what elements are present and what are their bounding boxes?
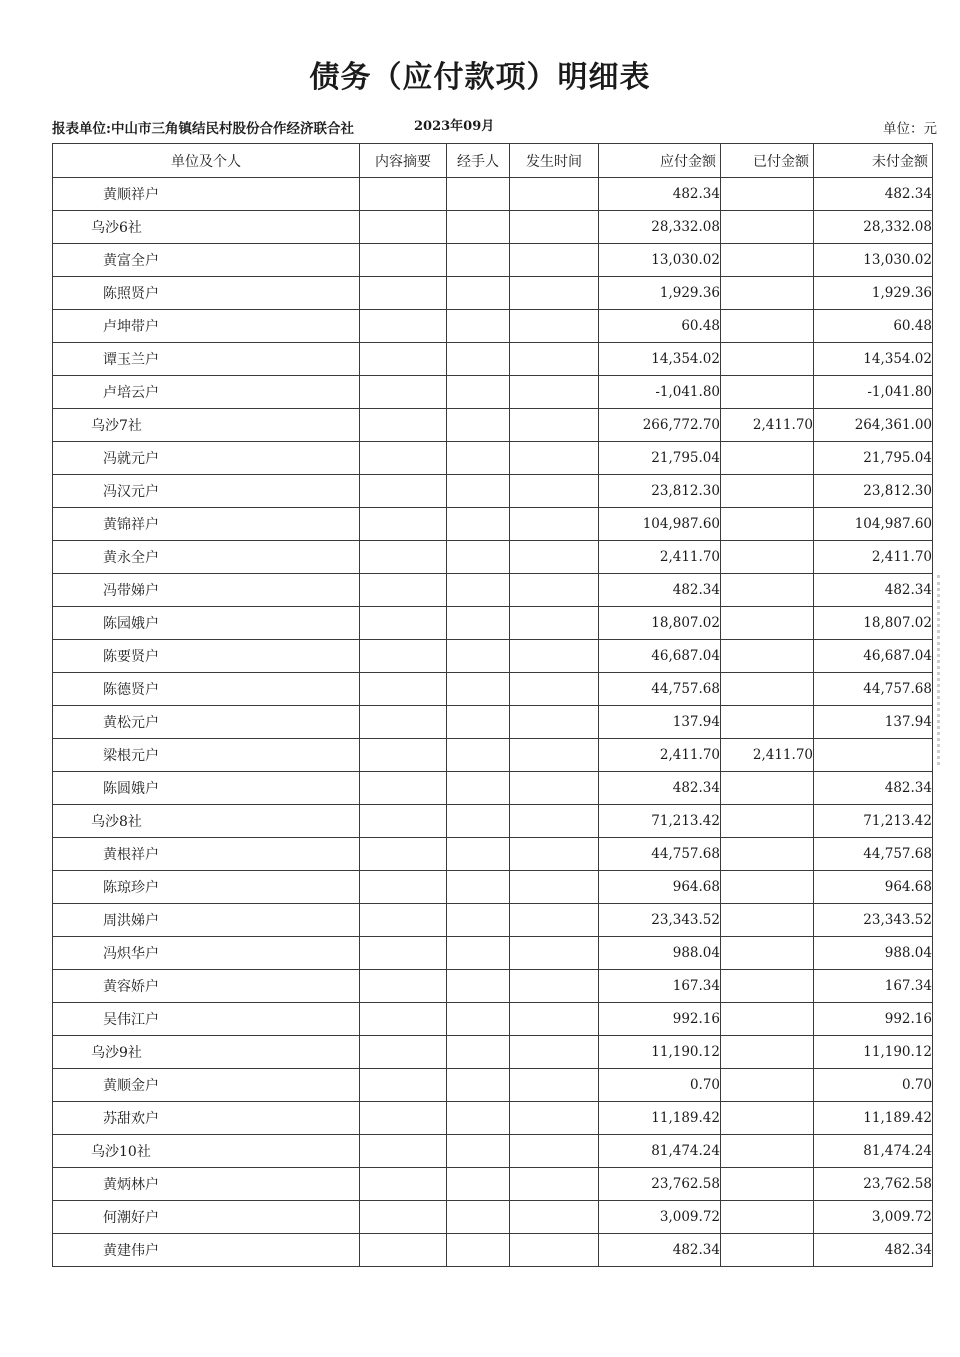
- unpaid-cell: 44,757.68: [814, 838, 933, 871]
- table-row: [53, 475, 933, 508]
- summary-cell: [360, 310, 447, 343]
- payable-cell: 266,772.70: [599, 409, 721, 442]
- col-header-unpaid: 未付金额: [814, 144, 933, 178]
- unpaid-cell: 81,474.24: [814, 1135, 933, 1168]
- handler-cell: [447, 805, 510, 838]
- paid-cell: [721, 607, 814, 640]
- col-header-entity: 单位及个人: [53, 144, 360, 178]
- handler-cell: [447, 178, 510, 211]
- unpaid-cell: 21,795.04: [814, 442, 933, 475]
- table-row: [53, 1036, 933, 1069]
- paid-cell: [721, 1069, 814, 1102]
- entity-cell: 卢培云户: [53, 376, 360, 409]
- payable-cell: 28,332.08: [599, 211, 721, 244]
- payable-cell: 137.94: [599, 706, 721, 739]
- paid-cell: [721, 871, 814, 904]
- date-cell: [510, 277, 599, 310]
- table-row: [53, 1135, 933, 1168]
- entity-cell: 陈圆娥户: [53, 772, 360, 805]
- date-cell: [510, 1036, 599, 1069]
- handler-cell: [447, 1234, 510, 1267]
- entity-cell: 黄永全户: [53, 541, 360, 574]
- handler-cell: [447, 574, 510, 607]
- table-row: [53, 838, 933, 871]
- date-cell: [510, 772, 599, 805]
- page-title: 债务（应付款项）明细表: [309, 60, 651, 95]
- unpaid-cell: 137.94: [814, 706, 933, 739]
- paid-cell: [721, 211, 814, 244]
- summary-cell: [360, 937, 447, 970]
- payable-cell: 482.34: [599, 574, 721, 607]
- handler-cell: [447, 1201, 510, 1234]
- date-cell: [510, 640, 599, 673]
- summary-cell: [360, 1135, 447, 1168]
- table-row: [53, 673, 933, 706]
- unpaid-cell: 167.34: [814, 970, 933, 1003]
- table-row: [53, 376, 933, 409]
- entity-cell: 陈琼珍户: [53, 871, 360, 904]
- unpaid-cell: 482.34: [814, 1234, 933, 1267]
- entity-cell: 乌沙6社: [53, 211, 360, 244]
- paid-cell: [721, 937, 814, 970]
- table-row: [53, 871, 933, 904]
- handler-cell: [447, 706, 510, 739]
- date-cell: [510, 211, 599, 244]
- table-row: [53, 409, 933, 442]
- entity-cell: 黄建伟户: [53, 1234, 360, 1267]
- table-row: [53, 640, 933, 673]
- handler-cell: [447, 1168, 510, 1201]
- table-row: [53, 343, 933, 376]
- table-body: [53, 178, 933, 1267]
- payable-cell: 992.16: [599, 1003, 721, 1036]
- summary-cell: [360, 805, 447, 838]
- handler-cell: [447, 1102, 510, 1135]
- unpaid-cell: 1,929.36: [814, 277, 933, 310]
- col-header-summary: 内容摘要: [360, 144, 447, 178]
- payable-cell: 167.34: [599, 970, 721, 1003]
- paid-cell: [721, 904, 814, 937]
- payable-cell: 71,213.42: [599, 805, 721, 838]
- entity-cell: 周洪娣户: [53, 904, 360, 937]
- unpaid-cell: 23,812.30: [814, 475, 933, 508]
- handler-cell: [447, 640, 510, 673]
- unpaid-cell: 964.68: [814, 871, 933, 904]
- handler-cell: [447, 1069, 510, 1102]
- payable-cell: 14,354.02: [599, 343, 721, 376]
- paid-cell: [721, 244, 814, 277]
- summary-cell: [360, 607, 447, 640]
- summary-cell: [360, 475, 447, 508]
- unpaid-cell: 2,411.70: [814, 541, 933, 574]
- payable-cell: -1,041.80: [599, 376, 721, 409]
- summary-cell: [360, 343, 447, 376]
- payable-cell: 23,812.30: [599, 475, 721, 508]
- unpaid-cell: 23,762.58: [814, 1168, 933, 1201]
- table-row: [53, 1201, 933, 1234]
- entity-cell: 谭玉兰户: [53, 343, 360, 376]
- paid-cell: [721, 1003, 814, 1036]
- handler-cell: [447, 343, 510, 376]
- unpaid-cell: 104,987.60: [814, 508, 933, 541]
- handler-cell: [447, 541, 510, 574]
- handler-cell: [447, 838, 510, 871]
- summary-cell: [360, 442, 447, 475]
- summary-cell: [360, 244, 447, 277]
- unpaid-cell: 11,190.12: [814, 1036, 933, 1069]
- summary-cell: [360, 739, 447, 772]
- summary-cell: [360, 541, 447, 574]
- payable-cell: 3,009.72: [599, 1201, 721, 1234]
- table-row: [53, 937, 933, 970]
- col-header-handler: 经手人: [447, 144, 510, 178]
- summary-cell: [360, 1201, 447, 1234]
- handler-cell: [447, 673, 510, 706]
- entity-cell: 冯炽华户: [53, 937, 360, 970]
- paid-cell: [721, 970, 814, 1003]
- summary-cell: [360, 376, 447, 409]
- summary-cell: [360, 1069, 447, 1102]
- entity-cell: 陈园娥户: [53, 607, 360, 640]
- paid-cell: 2,411.70: [721, 409, 814, 442]
- payable-cell: 0.70: [599, 1069, 721, 1102]
- unpaid-cell: 14,354.02: [814, 343, 933, 376]
- handler-cell: [447, 442, 510, 475]
- report-meta: [52, 117, 937, 137]
- entity-cell: 何潮好户: [53, 1201, 360, 1234]
- unpaid-cell: 71,213.42: [814, 805, 933, 838]
- unpaid-cell: 44,757.68: [814, 673, 933, 706]
- date-cell: [510, 1234, 599, 1267]
- date-cell: [510, 970, 599, 1003]
- handler-cell: [447, 310, 510, 343]
- paid-cell: [721, 277, 814, 310]
- summary-cell: [360, 508, 447, 541]
- payable-cell: 482.34: [599, 178, 721, 211]
- table-row: [53, 772, 933, 805]
- paid-cell: 2,411.70: [721, 739, 814, 772]
- handler-cell: [447, 871, 510, 904]
- entity-cell: 陈照贤户: [53, 277, 360, 310]
- entity-cell: 黄炳林户: [53, 1168, 360, 1201]
- date-cell: [510, 1102, 599, 1135]
- date-cell: [510, 673, 599, 706]
- table-row: [53, 706, 933, 739]
- binding-mark: [937, 575, 958, 765]
- reporting-org: 报表单位:中山市三角镇结民村股份合作经济联合社: [52, 121, 354, 137]
- summary-cell: [360, 574, 447, 607]
- entity-cell: 乌沙8社: [53, 805, 360, 838]
- table-row: [53, 1069, 933, 1102]
- date-cell: [510, 244, 599, 277]
- date-cell: [510, 475, 599, 508]
- unpaid-cell: 0.70: [814, 1069, 933, 1102]
- col-header-paid: 已付金额: [721, 144, 814, 178]
- paid-cell: [721, 1102, 814, 1135]
- paid-cell: [721, 475, 814, 508]
- summary-cell: [360, 1168, 447, 1201]
- handler-cell: [447, 772, 510, 805]
- table-row: [53, 970, 933, 1003]
- entity-cell: 黄容娇户: [53, 970, 360, 1003]
- summary-cell: [360, 211, 447, 244]
- paid-cell: [721, 376, 814, 409]
- table-row: [53, 574, 933, 607]
- date-cell: [510, 1168, 599, 1201]
- date-cell: [510, 838, 599, 871]
- payable-cell: 81,474.24: [599, 1135, 721, 1168]
- paid-cell: [721, 640, 814, 673]
- unpaid-cell: 482.34: [814, 772, 933, 805]
- paid-cell: [721, 574, 814, 607]
- payable-cell: 18,807.02: [599, 607, 721, 640]
- unpaid-cell: 11,189.42: [814, 1102, 933, 1135]
- entity-cell: 冯汉元户: [53, 475, 360, 508]
- summary-cell: [360, 178, 447, 211]
- date-cell: [510, 178, 599, 211]
- paid-cell: [721, 1036, 814, 1069]
- handler-cell: [447, 244, 510, 277]
- unpaid-cell: 28,332.08: [814, 211, 933, 244]
- unpaid-cell: 23,343.52: [814, 904, 933, 937]
- table-row: [53, 211, 933, 244]
- handler-cell: [447, 277, 510, 310]
- payable-cell: 11,190.12: [599, 1036, 721, 1069]
- entity-cell: 吴伟江户: [53, 1003, 360, 1036]
- paid-cell: [721, 706, 814, 739]
- date-cell: [510, 574, 599, 607]
- summary-cell: [360, 970, 447, 1003]
- unpaid-cell: 18,807.02: [814, 607, 933, 640]
- table-row: [53, 277, 933, 310]
- handler-cell: [447, 475, 510, 508]
- summary-cell: [360, 1234, 447, 1267]
- table-row: [53, 1168, 933, 1201]
- handler-cell: [447, 607, 510, 640]
- handler-cell: [447, 508, 510, 541]
- date-cell: [510, 1003, 599, 1036]
- payable-cell: 482.34: [599, 772, 721, 805]
- handler-cell: [447, 739, 510, 772]
- col-header-date: 发生时间: [510, 144, 599, 178]
- table-row: [53, 178, 933, 211]
- payable-cell: 2,411.70: [599, 541, 721, 574]
- date-cell: [510, 1201, 599, 1234]
- paid-cell: [721, 310, 814, 343]
- entity-cell: 冯带娣户: [53, 574, 360, 607]
- paid-cell: [721, 541, 814, 574]
- summary-cell: [360, 706, 447, 739]
- entity-cell: 陈德贤户: [53, 673, 360, 706]
- table-row: [53, 1234, 933, 1267]
- handler-cell: [447, 1003, 510, 1036]
- payable-cell: 44,757.68: [599, 673, 721, 706]
- table-row: [53, 739, 933, 772]
- entity-cell: 乌沙9社: [53, 1036, 360, 1069]
- handler-cell: [447, 409, 510, 442]
- report-period: 2023年09月: [414, 119, 495, 134]
- summary-cell: [360, 838, 447, 871]
- payable-cell: 44,757.68: [599, 838, 721, 871]
- payable-cell: 482.34: [599, 1234, 721, 1267]
- date-cell: [510, 1069, 599, 1102]
- paid-cell: [721, 178, 814, 211]
- payable-cell: 988.04: [599, 937, 721, 970]
- unpaid-cell: 988.04: [814, 937, 933, 970]
- table-row: [53, 1102, 933, 1135]
- handler-cell: [447, 211, 510, 244]
- entity-cell: 苏甜欢户: [53, 1102, 360, 1135]
- currency-unit: 单位：元: [883, 121, 937, 137]
- entity-cell: 黄顺祥户: [53, 178, 360, 211]
- table-row: [53, 508, 933, 541]
- handler-cell: [447, 904, 510, 937]
- entity-cell: 冯就元户: [53, 442, 360, 475]
- summary-cell: [360, 409, 447, 442]
- date-cell: [510, 376, 599, 409]
- date-cell: [510, 937, 599, 970]
- paid-cell: [721, 805, 814, 838]
- date-cell: [510, 343, 599, 376]
- table-row: [53, 310, 933, 343]
- date-cell: [510, 904, 599, 937]
- handler-cell: [447, 970, 510, 1003]
- unpaid-cell: 60.48: [814, 310, 933, 343]
- handler-cell: [447, 1135, 510, 1168]
- paid-cell: [721, 442, 814, 475]
- summary-cell: [360, 673, 447, 706]
- entity-cell: 梁根元户: [53, 739, 360, 772]
- paid-cell: [721, 1234, 814, 1267]
- date-cell: [510, 739, 599, 772]
- summary-cell: [360, 1036, 447, 1069]
- handler-cell: [447, 1036, 510, 1069]
- payable-cell: 60.48: [599, 310, 721, 343]
- unpaid-cell: [814, 739, 933, 772]
- payable-cell: 46,687.04: [599, 640, 721, 673]
- summary-cell: [360, 871, 447, 904]
- handler-cell: [447, 376, 510, 409]
- table-header: [53, 144, 933, 178]
- paid-cell: [721, 508, 814, 541]
- entity-cell: 黄松元户: [53, 706, 360, 739]
- summary-cell: [360, 640, 447, 673]
- table-row: [53, 244, 933, 277]
- entity-cell: 卢坤带户: [53, 310, 360, 343]
- payable-cell: 964.68: [599, 871, 721, 904]
- date-cell: [510, 442, 599, 475]
- entity-cell: 黄富全户: [53, 244, 360, 277]
- unpaid-cell: 482.34: [814, 178, 933, 211]
- entity-cell: 黄锦祥户: [53, 508, 360, 541]
- table-row: [53, 607, 933, 640]
- unpaid-cell: 3,009.72: [814, 1201, 933, 1234]
- unpaid-cell: 482.34: [814, 574, 933, 607]
- summary-cell: [360, 772, 447, 805]
- summary-cell: [360, 1003, 447, 1036]
- unpaid-cell: 264,361.00: [814, 409, 933, 442]
- table-row: [53, 805, 933, 838]
- date-cell: [510, 871, 599, 904]
- payable-cell: 11,189.42: [599, 1102, 721, 1135]
- date-cell: [510, 607, 599, 640]
- unpaid-cell: 46,687.04: [814, 640, 933, 673]
- entity-cell: 陈要贤户: [53, 640, 360, 673]
- payable-cell: 2,411.70: [599, 739, 721, 772]
- date-cell: [510, 508, 599, 541]
- payable-cell: 1,929.36: [599, 277, 721, 310]
- paid-cell: [721, 1135, 814, 1168]
- date-cell: [510, 541, 599, 574]
- entity-cell: 黄根祥户: [53, 838, 360, 871]
- handler-cell: [447, 937, 510, 970]
- unpaid-cell: -1,041.80: [814, 376, 933, 409]
- table-row: [53, 1003, 933, 1036]
- paid-cell: [721, 1201, 814, 1234]
- date-cell: [510, 409, 599, 442]
- payable-cell: 104,987.60: [599, 508, 721, 541]
- payable-cell: 21,795.04: [599, 442, 721, 475]
- entity-cell: 乌沙7社: [53, 409, 360, 442]
- date-cell: [510, 805, 599, 838]
- summary-cell: [360, 1102, 447, 1135]
- payable-cell: 23,762.58: [599, 1168, 721, 1201]
- paid-cell: [721, 343, 814, 376]
- summary-cell: [360, 904, 447, 937]
- table-row: [53, 541, 933, 574]
- paid-cell: [721, 838, 814, 871]
- entity-cell: 黄顺金户: [53, 1069, 360, 1102]
- unpaid-cell: 13,030.02: [814, 244, 933, 277]
- date-cell: [510, 706, 599, 739]
- paid-cell: [721, 1168, 814, 1201]
- unpaid-cell: 992.16: [814, 1003, 933, 1036]
- summary-cell: [360, 277, 447, 310]
- table-row: [53, 904, 933, 937]
- col-header-payable: 应付金额: [599, 144, 721, 178]
- date-cell: [510, 1135, 599, 1168]
- payable-cell: 13,030.02: [599, 244, 721, 277]
- payables-table: [52, 143, 933, 1267]
- payable-cell: 23,343.52: [599, 904, 721, 937]
- paid-cell: [721, 772, 814, 805]
- entity-cell: 乌沙10社: [53, 1135, 360, 1168]
- date-cell: [510, 310, 599, 343]
- table-row: [53, 442, 933, 475]
- paid-cell: [721, 673, 814, 706]
